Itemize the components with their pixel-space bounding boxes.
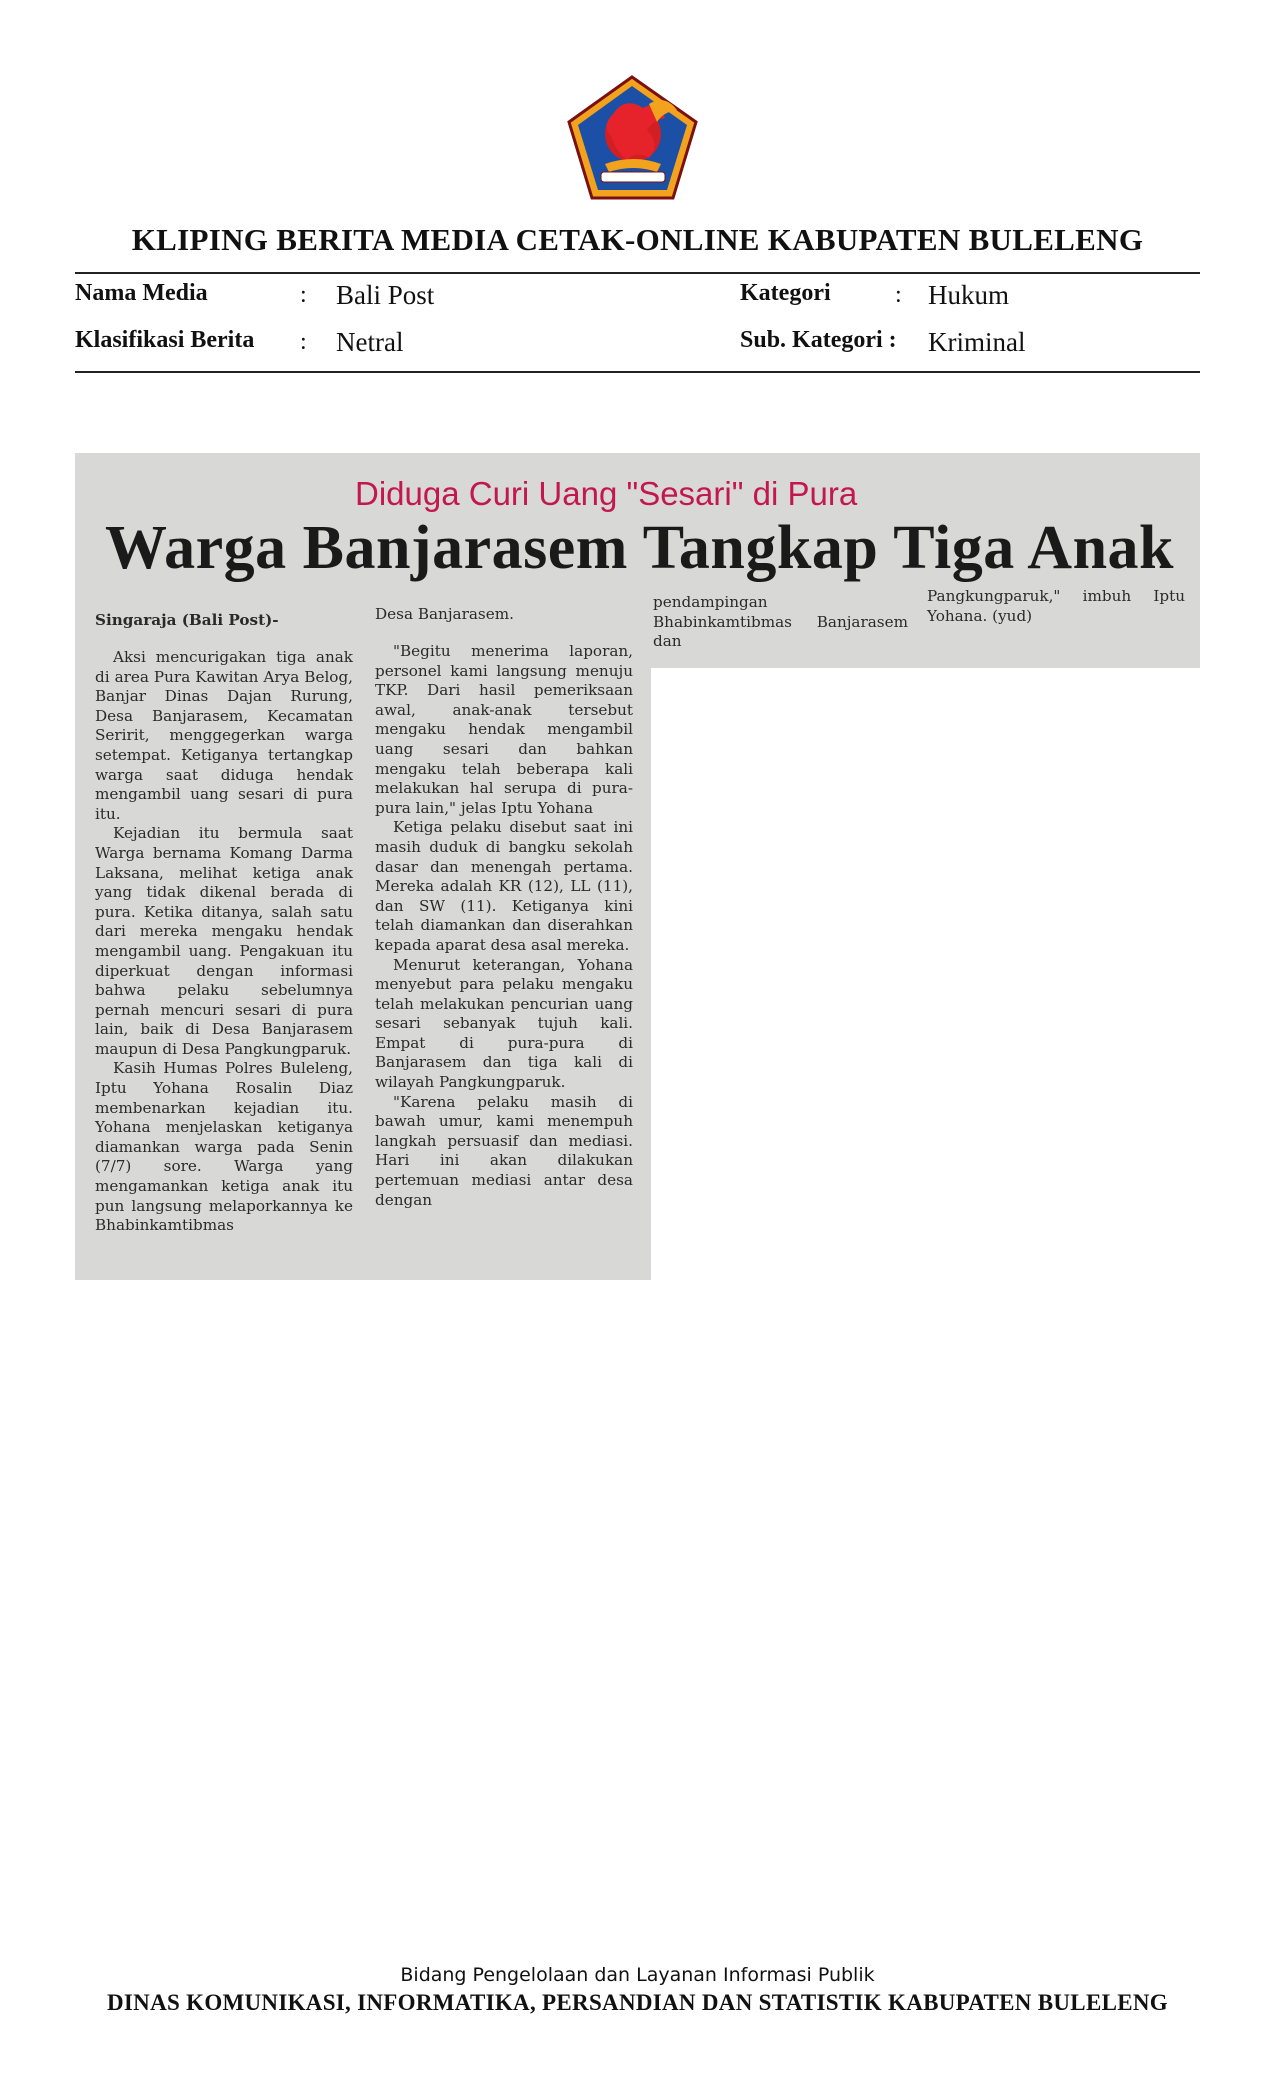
sub-kategori-value: Kriminal: [928, 327, 1026, 357]
article-column-4: [927, 587, 1185, 626]
document-title: KLIPING BERITA MEDIA CETAK-ONLINE KABUPATEN BULELENG: [131, 222, 1144, 257]
kategori-label: Kategori: [740, 280, 831, 306]
col1-paragraph-1: Aksi mencurigakan tiga anak di area Pura Kawitan Arya Belog, Banjar Dinas Dajan Rurung, Desa Banjarasem, Kecamatan Seririt, menggegerkan warga setempat. Ketiganya tertangkap warga saat diduga hendak mengambil uang sesari di pura itu.: [95, 648, 353, 823]
klasifikasi-colon: :: [300, 329, 307, 355]
nama-media-label: Nama Media: [75, 280, 208, 306]
klasifikasi-value: Netral: [336, 327, 404, 357]
article-column-2: [375, 642, 633, 1210]
nama-media-colon: :: [300, 282, 307, 308]
kategori-colon: :: [895, 282, 902, 308]
article-column-2-top: [375, 605, 633, 625]
col3-paragraph-1: pendampingan Bhabinkamtibmas Banjarasem dan: [653, 593, 908, 651]
article-headline: Warga Banjarasem Tangkap Tiga Anak: [105, 514, 1175, 582]
col1-paragraph-3: Kasih Humas Polres Buleleng, Iptu Yohana Rosalin Diaz membenarkan kejadian itu. Yohana menjelaskan ketiganya diamankan warga pada Senin (7/7) sore. Warga yang mengamankan ketiga anak itu pun langsung melaporkannya ke Bhabinkamtibmas: [95, 1059, 353, 1235]
col2-paragraph-5: "Karena pelaku masih di bawah umur, kami menempuh langkah persuasif dan mediasi. Hari ini akan dilakukan pertemuan mediasi antar desa dengan: [375, 1092, 633, 1209]
article-dateline: Singaraja (Bali Post)-: [95, 611, 279, 629]
col1-paragraph-2: Kejadian itu bermula saat Warga bernama Komang Darma Laksana, melihat ketiga anak yang tidak dikenal berada di pura. Ketika ditanya, salah satu dari mereka mengaku hendak mengambil uang. Pengakuan itu diperkuat dengan informasi bahwa pelaku sebelumnya pernah mencuri sesari di pura lain, baik di Desa Banjarasem maupun di Desa Pangkungparuk.: [95, 824, 353, 1058]
footer-agency: DINAS KOMUNIKASI, INFORMATIKA, PERSANDIAN DAN STATISTIK KABUPATEN BULELENG: [107, 1990, 1168, 2015]
col2-paragraph-3: Ketiga pelaku disebut saat ini masih duduk di bangku sekolah dasar dan menengah pertama. Mereka adalah KR (12), LL (11), dan SW (11). Ketiganya kini telah diamankan dan diserahkan kepada aparat desa asal mereka.: [375, 818, 633, 954]
col2-paragraph-2: "Begitu menerima laporan, personel kami langsung menuju TKP. Dari hasil pemeriksaan awal, anak-anak tersebut mengaku hendak mengambil uang sesari dan bahkan mengaku telah beberapa kali melakukan hal serupa di pura-pura lain," jelas Iptu Yohana: [375, 642, 633, 817]
news-clipping-header: [75, 453, 1200, 668]
col2-paragraph-4: Menurut keterangan, Yohana menyebut para pelaku mengaku telah melakukan pencurian uang sesari sebanyak tujuh kali. Empat di pura-pura di Banjarasem dan tiga kali di wilayah Pangkungparuk.: [375, 955, 633, 1092]
article-column-1: [95, 648, 353, 1236]
article-column-1-top: [95, 611, 353, 631]
meta-divider: [75, 371, 1200, 373]
buleleng-crest-logo: [565, 74, 700, 202]
header-divider: [75, 272, 1200, 274]
col4-paragraph-1: Pangkungparuk," imbuh Iptu Yohana. (yud): [927, 587, 1185, 625]
news-clipping-body: [75, 642, 651, 1280]
article-column-3: [653, 593, 908, 652]
sub-kategori-label: Sub. Kategori :: [740, 327, 897, 353]
kategori-value: Hukum: [928, 280, 1009, 310]
nama-media-value: Bali Post: [336, 280, 435, 310]
article-kicker: Diduga Curi Uang "Sesari" di Pura: [355, 475, 858, 512]
footer-department: Bidang Pengelolaan dan Layanan Informasi Publik: [400, 1964, 875, 1986]
col2-paragraph-1: Desa Banjarasem.: [375, 605, 514, 623]
klasifikasi-label: Klasifikasi Berita: [75, 327, 255, 353]
